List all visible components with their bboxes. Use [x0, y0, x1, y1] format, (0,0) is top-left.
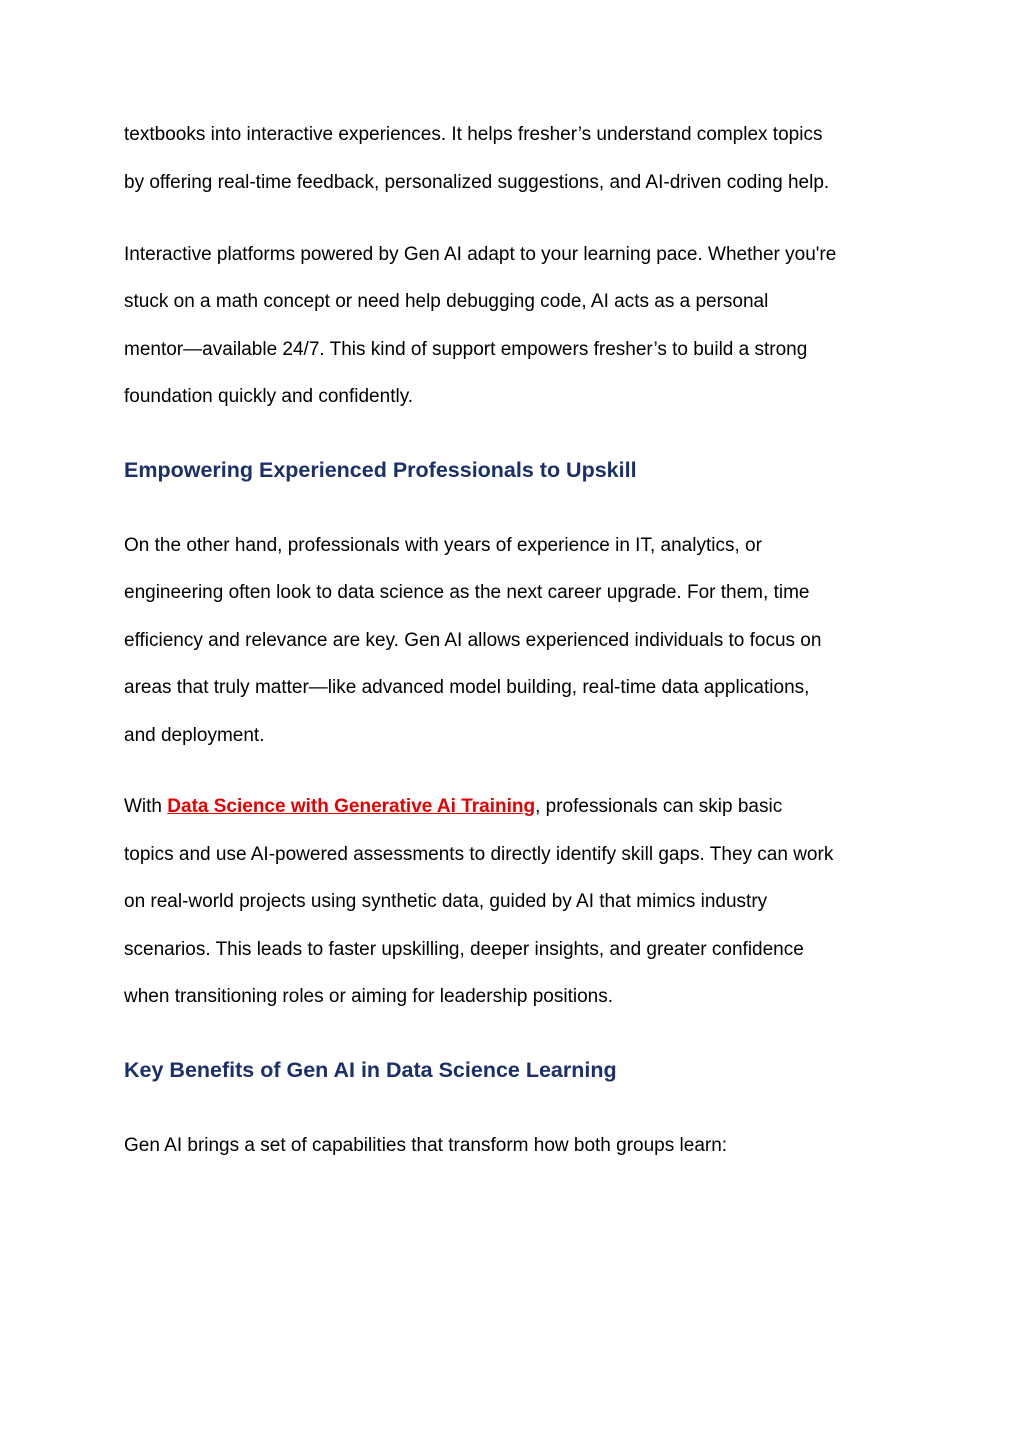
paragraph-line: efficiency and relevance are key. Gen AI allows experienced individuals to focus on: [124, 630, 822, 651]
paragraph-line: areas that truly matter—like advanced model building, real-time data applications,: [124, 677, 810, 698]
paragraph-line: stuck on a math concept or need help debugging code, AI acts as a personal: [124, 291, 769, 312]
paragraph-line: mentor—available 24/7. This kind of support empowers fresher’s to build a strong: [124, 339, 808, 360]
paragraph-line: engineering often look to data science as the next career upgrade. For them, time: [124, 582, 810, 603]
paragraph-line: topics and use AI-powered assessments to directly identify skill gaps. They can work: [124, 844, 834, 865]
paragraph-line: scenarios. This leads to faster upskilling, deeper insights, and greater confidence: [124, 939, 804, 960]
paragraph-line: textbooks into interactive experiences. It helps fresher’s understand complex topics: [124, 124, 823, 145]
paragraph-line: on real-world projects using synthetic data, guided by AI that mimics industry: [124, 891, 768, 912]
section-heading-benefits: Key Benefits of Gen AI in Data Science Learning: [124, 1058, 617, 1082]
section-heading-upskill: Empowering Experienced Professionals to Upskill: [124, 458, 637, 482]
paragraph-line: Gen AI brings a set of capabilities that transform how both groups learn:: [124, 1135, 728, 1156]
text-prefix: With: [124, 796, 168, 817]
text-suffix: , professionals can skip basic: [535, 796, 783, 817]
training-link[interactable]: Data Science with Generative Ai Training: [167, 796, 536, 817]
paragraph-line: and deployment.: [124, 725, 265, 746]
paragraph-line: foundation quickly and confidently.: [124, 386, 414, 407]
paragraph-line: On the other hand, professionals with years of experience in IT, analytics, or: [124, 535, 762, 556]
paragraph-line-with-link: [124, 795, 782, 819]
paragraph-line: by offering real-time feedback, personalized suggestions, and AI-driven coding help.: [124, 172, 830, 193]
paragraph-line: when transitioning roles or aiming for leadership positions.: [124, 986, 613, 1007]
paragraph-line: Interactive platforms powered by Gen AI adapt to your learning pace. Whether you're: [124, 244, 837, 265]
